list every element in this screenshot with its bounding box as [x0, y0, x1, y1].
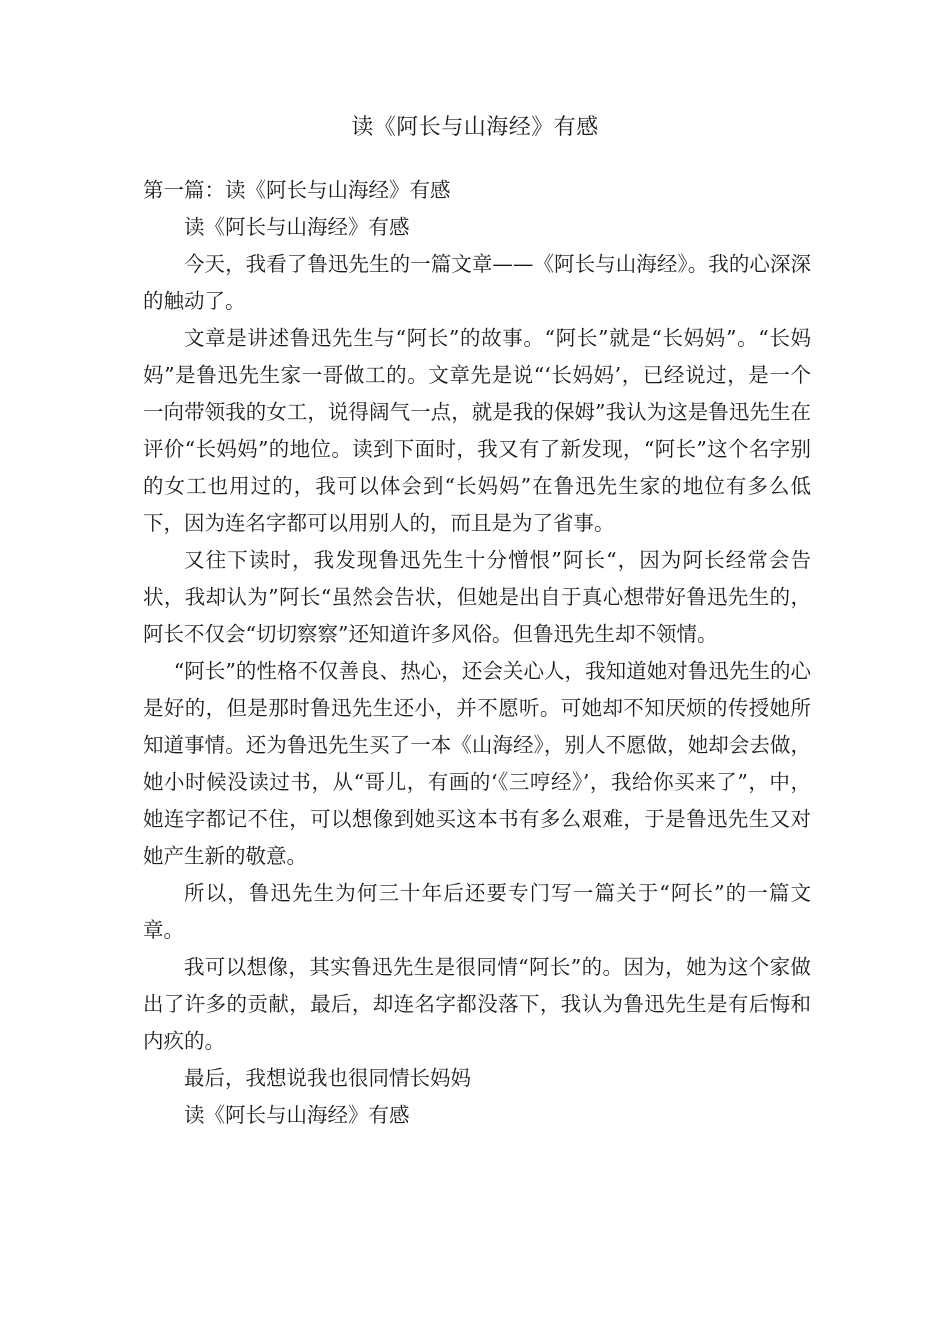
paragraph: 又往下读时，我发现鲁迅先生十分憎恨”阿长“，因为阿长经常会告状，我却认为”阿长“虽然会告状，但她是出自于真心想带好鲁迅先生的，阿长不仅会“切切察察”还知道许多风俗。但鲁迅先生却不领情。: [143, 548, 811, 646]
paragraph: “阿长”的性格不仅善良、热心，还会关心人，我知道她对鲁迅先生的心是好的，但是那时鲁迅先生还小，并不愿听。可她却不知厌烦的传授她所知道事情。还为鲁迅先生买了一本《山海经》，别人不愿做，她却会去做，她小时候没读过书，从“哥儿，有画的‘《三哼经》’，我给你买来了”，中，她连字都记不住，可以想像到她买这本书有多么艰难，于是鲁迅先生又对她产生新的敬意。: [143, 659, 811, 868]
paragraph: 所以，鲁迅先生为何三十年后还要专门写一篇关于“阿长”的一篇文章。: [143, 881, 811, 942]
document-body: [143, 172, 811, 1134]
paragraph: 文章是讲述鲁迅先生与“阿长”的故事。“阿长”就是“长妈妈”。“长妈妈”是鲁迅先生家一哥做工的。文章先是说“‘长妈妈’，已经说过，是一个一向带领我的女工，说得阔气一点，就是我的保姆”我认为这是鲁迅先生在评价“长妈妈”的地位。读到下面时，我又有了新发现，“阿长”这个名字别的女工也用过的，我可以体会到“长妈妈”在鲁迅先生家的地位有多么低下，因为连名字都可以用别人的，而且是为了省事。: [143, 326, 811, 535]
paragraph: 最后，我想说我也很同情长妈妈: [184, 1066, 471, 1090]
document-title: 读《阿长与山海经》有感: [351, 115, 599, 140]
paragraph: 我可以想像，其实鲁迅先生是很同情“阿长”的。因为，她为这个家做出了许多的贡献，最后，却连名字都没落下，我认为鲁迅先生是有后悔和内疚的。: [143, 955, 811, 1053]
section-heading: 第一篇：读《阿长与山海经》有感: [143, 178, 451, 202]
section-subtitle: 读《阿长与山海经》有感: [184, 215, 410, 239]
paragraph: 今天，我看了鲁迅先生的一篇文章——《阿长与山海经》。我的心深深的触动了。: [143, 252, 811, 313]
paragraph: 读《阿长与山海经》有感: [184, 1103, 410, 1127]
